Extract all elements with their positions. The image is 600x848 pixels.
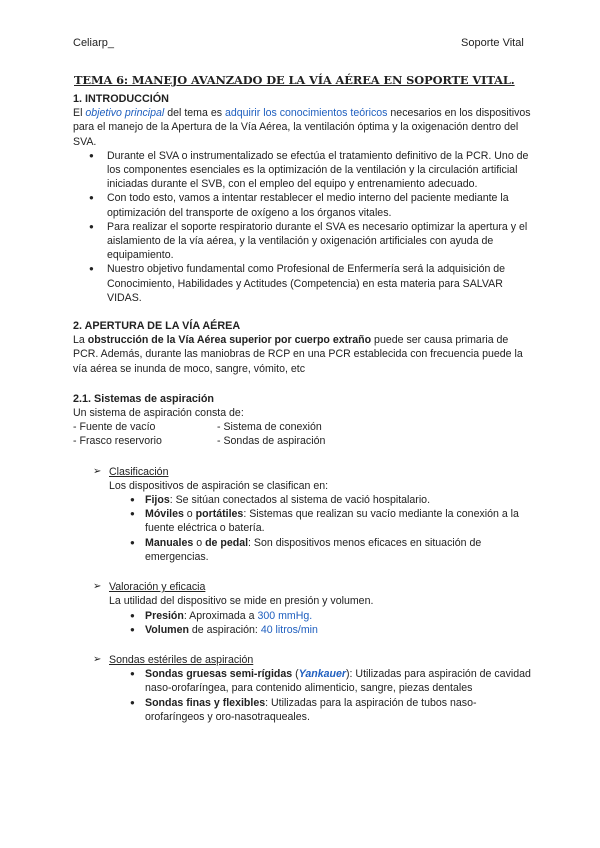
list-item bbox=[145, 623, 533, 637]
text: : Utilizadas para aspiración de cavidad naso-orofaríngea, para contenido alimenticio, sangre, piezas dentales bbox=[145, 668, 531, 695]
text-highlight: Yankauer bbox=[298, 668, 346, 681]
text-bold: obstrucción de la Vía Aérea superior por cuerpo extraño bbox=[87, 334, 372, 347]
clasificacion-intro: Los dispositivos de aspiración se clasifican en: bbox=[109, 479, 329, 492]
text-bold: Móviles bbox=[145, 508, 184, 521]
section-1-heading: 1. INTRODUCCIÓN bbox=[73, 93, 169, 105]
component-item: - Frasco reservorio bbox=[73, 435, 162, 448]
sondas-list bbox=[73, 667, 533, 724]
text-bold: Sondas finas y flexibles bbox=[145, 696, 266, 709]
sondas-heading bbox=[93, 653, 533, 667]
text: del tema es bbox=[164, 107, 225, 120]
list-item bbox=[145, 507, 533, 535]
text: necesarios en los dispositivos para el manejo de la Apertura de la Vía Aérea, la ventilación óptima y la oxigenación dentro del SVA. bbox=[73, 107, 531, 148]
text-highlight: adquirir los conocimientos teóricos bbox=[224, 107, 388, 120]
section-2-paragraph bbox=[73, 333, 533, 376]
heading-text: Clasificación bbox=[109, 465, 169, 478]
text: El bbox=[73, 107, 86, 120]
heading-text: Sondas estériles de aspiración bbox=[109, 653, 254, 666]
section-2-1-heading: 2.1. Sistemas de aspiración bbox=[73, 392, 215, 405]
list-item: ● Nuestro objetivo fundamental como Profesional de Enfermería será la adquisición de Conocimiento, Habilidades y Actitudes (Competencia) en esta materia para SALVAR VIDAS. bbox=[107, 262, 533, 305]
clasificacion-heading bbox=[93, 465, 533, 479]
list-item bbox=[145, 667, 533, 695]
pressure-value: 300 mmHg. bbox=[257, 609, 313, 622]
components-row bbox=[73, 420, 533, 434]
document-body bbox=[73, 92, 533, 724]
list-item bbox=[145, 493, 533, 507]
valoracion-list bbox=[73, 609, 533, 637]
text: : Son dispositivos menos eficaces en situación de emergencias. bbox=[145, 536, 482, 563]
intro-bullet-list bbox=[73, 149, 533, 305]
text: : Sistemas que realizan su vacío mediante la conexión a la fuente eléctrica o batería. bbox=[145, 508, 519, 535]
list-item: ● Con todo esto, vamos a intentar restablecer el medio interno del paciente mediante la optimización del transporte de oxígeno a los órganos vitales. bbox=[107, 191, 533, 219]
text: : Utilizadas para la aspiración de tubos naso-orofaríngeos y oro-nasotraqueales. bbox=[145, 696, 477, 723]
text: de aspiración: bbox=[188, 623, 261, 636]
list-item: ● Para realizar el soporte respiratorio durante el SVA es necesario optimizar la apertura y el aislamiento de la vía aérea, y la ventilación y oxigenación artificiales con ayuda de equipamiento. bbox=[107, 220, 533, 263]
components-row bbox=[73, 434, 533, 448]
header-right: Soporte Vital bbox=[461, 37, 524, 49]
text-bold: Presión bbox=[145, 609, 184, 622]
text-bold: Manuales bbox=[145, 536, 194, 549]
text-bold: Volumen bbox=[145, 623, 189, 636]
component-item: - Fuente de vacío bbox=[73, 421, 156, 434]
text-emphasis: objetivo principal bbox=[85, 107, 165, 120]
text: La bbox=[73, 334, 88, 347]
list-item bbox=[145, 536, 533, 564]
list-item bbox=[145, 696, 533, 724]
valoracion-heading bbox=[93, 580, 533, 594]
text-bold: Fijos bbox=[145, 494, 170, 507]
text-bold: Sondas gruesas semi-rígidas bbox=[145, 668, 293, 681]
list-item: ● Durante el SVA o instrumentalizado se efectúa el tratamiento definitivo de la PCR. Uno de los componentes esenciales es la optimización de la ventilación y la circulación artificial iniciadas durante el SVB, con el empleo del equipo y entrenamiento adecuado. bbox=[107, 149, 533, 192]
heading-text: Valoración y eficacia bbox=[109, 581, 206, 594]
volume-value: 40 litros/min bbox=[260, 623, 318, 636]
components-intro: Un sistema de aspiración consta de: bbox=[73, 407, 244, 420]
text: : Se sitúan conectados al sistema de vació hospitalario. bbox=[169, 494, 431, 507]
text: : Aproximada a bbox=[183, 609, 258, 622]
document-title: TEMA 6: MANEJO AVANZADO DE LA VÍA AÉREA EN SOPORTE VITAL. bbox=[74, 73, 515, 87]
clasificacion-list bbox=[73, 493, 533, 564]
text: puede ser causa primaria de PCR. Además, durante las maniobras de RCP en una PCR establecida con frecuencia puede la vía aérea se inunda de moco, sangre, vómito, etc bbox=[73, 334, 523, 375]
text: ) bbox=[346, 668, 350, 681]
text-bold: portátiles bbox=[195, 508, 244, 521]
component-item: - Sistema de conexión bbox=[217, 421, 322, 434]
text: o bbox=[193, 536, 206, 549]
intro-paragraph bbox=[73, 106, 533, 149]
valoracion-intro: La utilidad del dispositivo se mide en presión y volumen. bbox=[109, 595, 374, 608]
text-bold: de pedal bbox=[205, 536, 249, 549]
text: o bbox=[183, 508, 196, 521]
list-item bbox=[145, 609, 533, 623]
header-left: Celiarp_ bbox=[73, 37, 114, 49]
component-item: - Sondas de aspiración bbox=[217, 435, 326, 448]
text: ( bbox=[292, 668, 299, 681]
section-2-heading: 2. APERTURA DE LA VÍA AÉREA bbox=[73, 320, 241, 333]
